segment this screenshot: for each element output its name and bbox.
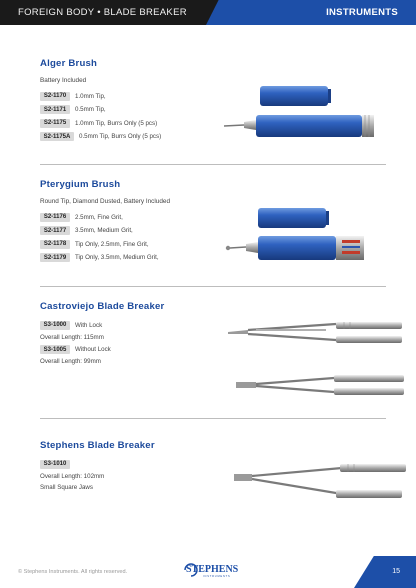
product-code: S2-1175	[40, 119, 70, 128]
product-code: S3-1000	[40, 321, 70, 330]
product-code: S3-1010	[40, 460, 70, 469]
pterygium-brush-image	[222, 204, 408, 266]
section-divider	[40, 286, 386, 287]
product-code: S2-1170	[40, 92, 70, 101]
header-category-label: INSTRUMENTS	[326, 7, 398, 18]
overall-length: Overall Length: 99mm	[40, 358, 101, 366]
page-header	[0, 0, 416, 25]
product-desc: Without Lock	[75, 346, 111, 354]
product-code: S2-1178	[40, 240, 70, 249]
footer-page-tab	[354, 556, 416, 588]
stephens-logo	[182, 561, 244, 578]
section-divider	[40, 164, 386, 165]
product-code: S2-1179	[40, 253, 70, 262]
product-desc: 3.5mm, Medium Grit,	[75, 227, 133, 235]
page-number: 15	[392, 568, 400, 575]
product-desc: 2.5mm, Fine Grit,	[75, 213, 123, 221]
product-code: S2-1175A	[40, 132, 74, 141]
castroviejo-with-lock-image	[226, 318, 412, 352]
logo-text: STEPHENS	[186, 564, 239, 575]
product-desc: 1.0mm Tip,	[75, 92, 106, 100]
product-desc: Tip Only, 2.5mm, Fine Grit,	[75, 240, 149, 248]
product-code: S2-1177	[40, 226, 70, 235]
footer-copyright: © Stephens Instruments. All rights reserved.	[18, 569, 128, 575]
product-code: S2-1176	[40, 213, 70, 222]
section-title: Alger Brush	[40, 58, 98, 69]
product-desc: With Lock	[75, 321, 103, 329]
product-desc: 1.0mm Tip, Burrs Only (5 pcs)	[75, 119, 158, 127]
section-title: Stephens Blade Breaker	[40, 440, 155, 451]
section-title: Pterygium Brush	[40, 179, 121, 190]
product-desc: 0.5mm Tip,	[75, 106, 106, 114]
section-divider	[40, 418, 386, 419]
alger-brush-image	[222, 82, 408, 140]
product-code: S3-1005	[40, 345, 70, 354]
logo-subtext: INSTRUMENTS	[203, 575, 231, 578]
section-title: Castroviejo Blade Breaker	[40, 301, 165, 312]
header-title: FOREIGN BODY • BLADE BREAKER	[18, 7, 187, 18]
jaw-note: Small Square Jaws	[40, 483, 93, 491]
product-desc: 0.5mm Tip, Burrs Only (5 pcs)	[79, 133, 162, 141]
overall-length: Overall Length: 115mm	[40, 333, 104, 341]
castroviejo-without-lock-image	[234, 372, 412, 398]
overall-length: Overall Length: 102mm	[40, 472, 105, 480]
section-subtitle: Battery Included	[40, 77, 87, 84]
product-code: S2-1171	[40, 105, 70, 114]
stephens-blade-breaker-image	[232, 462, 412, 502]
section-subtitle: Round Tip, Diamond Dusted, Battery Included	[40, 198, 171, 205]
product-desc: Tip Only, 3.5mm, Medium Grit,	[75, 254, 159, 262]
